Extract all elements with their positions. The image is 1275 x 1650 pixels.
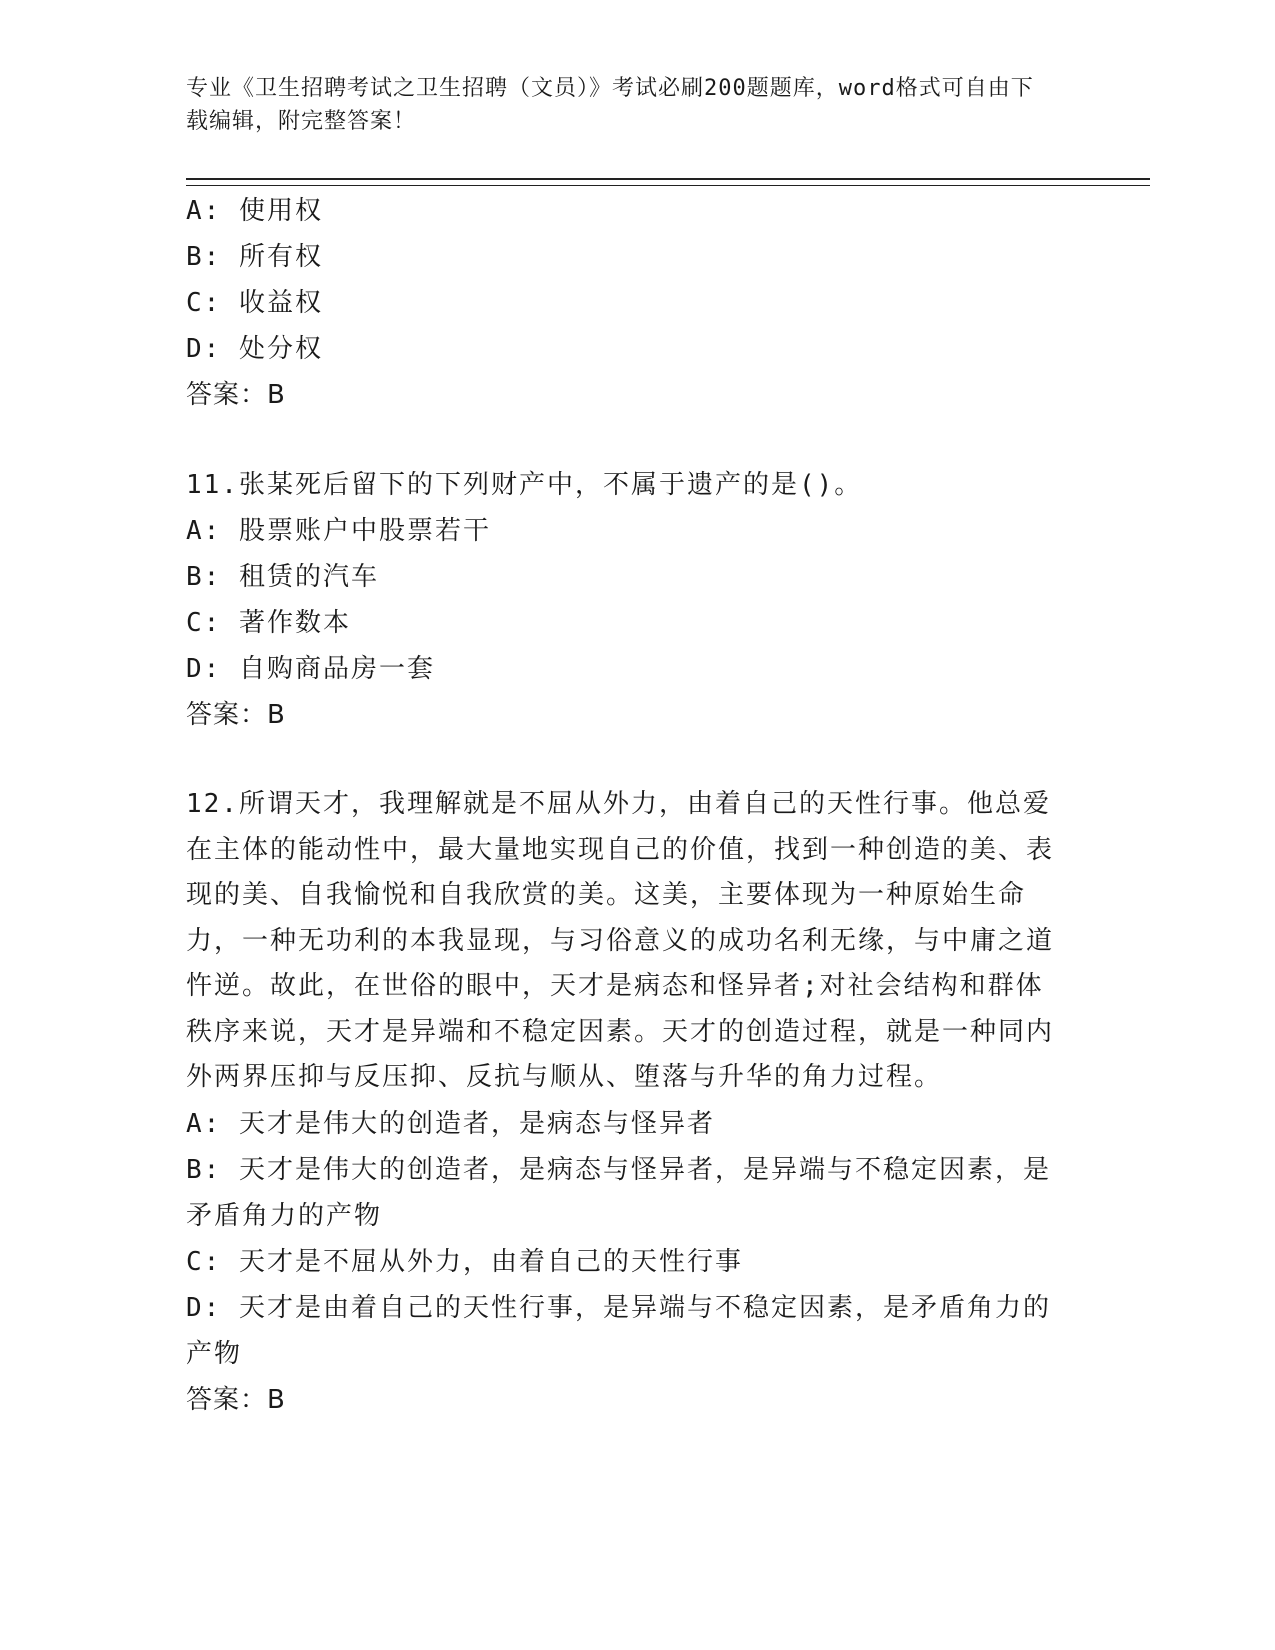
question-11 bbox=[186, 462, 1066, 738]
answer-line: 答案：B bbox=[186, 700, 286, 730]
question-10 bbox=[186, 188, 1066, 418]
header-divider bbox=[186, 178, 1150, 186]
question-stem: 11.张某死后留下的下列财产中，不属于遗产的是()。 bbox=[186, 470, 863, 500]
option-c: C: 收益权 bbox=[186, 288, 323, 318]
option-c: C: 天才是不屈从外力，由着自己的天性行事 bbox=[186, 1246, 743, 1277]
option-a: A: 股票账户中股票若干 bbox=[186, 516, 491, 546]
option-a: A: 天才是伟大的创造者，是病态与怪异者 bbox=[186, 1108, 715, 1139]
question-12 bbox=[186, 782, 1066, 1423]
question-content bbox=[186, 188, 1066, 1423]
option-b: B: 租赁的汽车 bbox=[186, 562, 379, 592]
spacer bbox=[186, 418, 1066, 462]
option-c: C: 著作数本 bbox=[186, 608, 351, 638]
option-d: D: 处分权 bbox=[186, 334, 323, 364]
spacer bbox=[186, 738, 1066, 782]
option-d: D: 天才是由着自己的天性行事，是异端与不稳定因素，是矛盾角力的产物 bbox=[186, 1292, 1051, 1369]
option-d: D: 自购商品房一套 bbox=[186, 654, 435, 684]
question-stem: 12.所谓天才，我理解就是不屈从外力，由着自己的天性行事。他总爱在主体的能动性中，最大量地实现自己的价值，找到一种创造的美、表现的美、自我愉悦和自我欣赏的美。这美，主要体现为一种原始生命力，一种无功利的本我显现，与习俗意义的成功名利无缘，与中庸之道忤逆。故此，在世俗的眼中，天才是病态和怪异者;对社会结构和群体秩序来说，天才是异端和不稳定因素。天才的创造过程，就是一种同内外两界压抑与反压抑、反抗与顺从、堕落与升华的角力过程。 bbox=[186, 789, 1055, 1092]
option-b: B: 所有权 bbox=[186, 242, 323, 272]
answer-line: 答案：B bbox=[186, 1384, 286, 1415]
answer-line: 答案：B bbox=[186, 380, 286, 410]
option-b: B: 天才是伟大的创造者，是病态与怪异者，是异端与不稳定因素，是矛盾角力的产物 bbox=[186, 1154, 1051, 1231]
document-header: 专业《卫生招聘考试之卫生招聘（文员）》考试必刷200题题库，word格式可自由下载编辑，附完整答案！ bbox=[186, 76, 1034, 134]
option-a: A: 使用权 bbox=[186, 196, 323, 226]
